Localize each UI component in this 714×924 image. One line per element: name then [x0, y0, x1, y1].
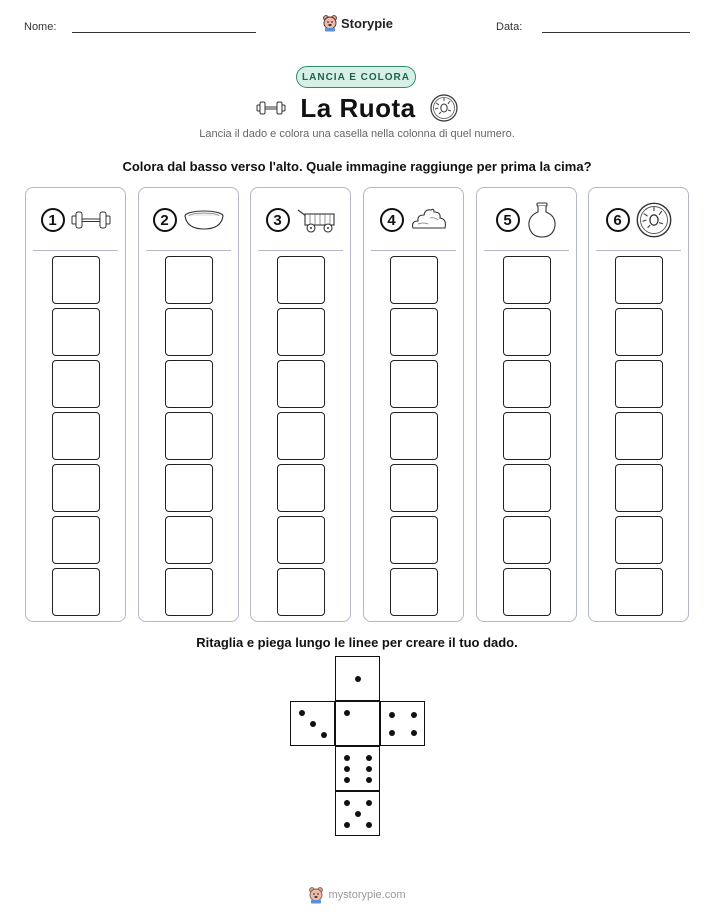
color-cell[interactable]	[390, 412, 438, 460]
color-cell[interactable]	[390, 308, 438, 356]
footer	[0, 886, 714, 904]
color-cell[interactable]	[277, 568, 325, 616]
color-cell[interactable]	[277, 516, 325, 564]
color-cell[interactable]	[52, 308, 100, 356]
color-cell[interactable]	[52, 412, 100, 460]
color-cell[interactable]	[503, 516, 551, 564]
date-label: Data:	[496, 21, 523, 33]
color-cell[interactable]	[165, 464, 213, 512]
column-header	[251, 202, 350, 238]
color-cell[interactable]	[503, 464, 551, 512]
die-face-3	[290, 701, 335, 746]
color-cell[interactable]	[390, 568, 438, 616]
color-cell[interactable]	[615, 308, 663, 356]
color-cell[interactable]	[503, 256, 551, 304]
donut-icon	[430, 94, 458, 122]
color-cell[interactable]	[165, 360, 213, 408]
dumbbell-icon	[256, 100, 286, 116]
donut-icon	[636, 202, 672, 238]
die-face-1	[335, 701, 380, 746]
name-line[interactable]	[72, 32, 256, 33]
color-cell[interactable]	[503, 308, 551, 356]
color-cell[interactable]	[165, 568, 213, 616]
column-3	[250, 187, 351, 622]
color-cell[interactable]	[503, 412, 551, 460]
die-face-4	[380, 701, 425, 746]
storypie-logo	[322, 12, 402, 34]
color-cell[interactable]	[615, 516, 663, 564]
column-4	[363, 187, 464, 622]
subtitle: Lancia il dado e colora una casella nella colonna di quel numero.	[199, 128, 515, 140]
storypie-bear-icon	[322, 14, 338, 32]
color-cell[interactable]	[615, 464, 663, 512]
color-cell[interactable]	[503, 360, 551, 408]
number-badge: 3	[266, 208, 290, 232]
page-title: La Ruota	[300, 92, 416, 123]
column-6	[588, 187, 689, 622]
color-cell[interactable]	[165, 256, 213, 304]
color-cell[interactable]	[165, 308, 213, 356]
color-cell[interactable]	[165, 412, 213, 460]
wagon-icon	[296, 206, 336, 234]
name-label: Nome:	[24, 21, 57, 33]
color-cell[interactable]	[52, 360, 100, 408]
date-line[interactable]	[542, 32, 690, 33]
color-cell[interactable]	[390, 256, 438, 304]
column-2	[138, 187, 239, 622]
cut-instruction: Ritaglia e piega lungo le linee per creare il tuo dado.	[196, 635, 518, 650]
column-header	[26, 202, 125, 238]
die-face-5	[335, 791, 380, 836]
color-cell[interactable]	[390, 464, 438, 512]
number-badge: 6	[606, 208, 630, 232]
color-cell[interactable]	[277, 360, 325, 408]
color-cell[interactable]	[52, 256, 100, 304]
color-cell[interactable]	[277, 412, 325, 460]
brand-name: Storypie	[341, 15, 394, 31]
footer-url[interactable]: mystorypie.com	[328, 889, 406, 901]
color-cell[interactable]	[390, 516, 438, 564]
bowl-icon	[183, 208, 225, 232]
number-badge: 5	[496, 208, 520, 232]
color-cell[interactable]	[390, 360, 438, 408]
number-badge: 1	[41, 208, 65, 232]
color-cell[interactable]	[52, 516, 100, 564]
color-cell[interactable]	[52, 464, 100, 512]
column-header	[364, 202, 463, 238]
number-badge: 2	[153, 208, 177, 232]
die-face-1	[335, 656, 380, 701]
die-face-6	[335, 746, 380, 791]
activity-badge: LANCIA E COLORA	[296, 66, 416, 88]
color-cell[interactable]	[615, 360, 663, 408]
color-cell[interactable]	[277, 308, 325, 356]
color-cell[interactable]	[277, 256, 325, 304]
title-row	[250, 92, 464, 124]
column-1	[25, 187, 126, 622]
column-5	[476, 187, 577, 622]
storypie-bear-icon	[308, 886, 324, 904]
color-cell[interactable]	[52, 568, 100, 616]
vase-icon	[526, 201, 558, 239]
color-cell[interactable]	[503, 568, 551, 616]
column-header	[139, 202, 238, 238]
whipped-cream-icon	[410, 207, 448, 233]
color-cell[interactable]	[165, 516, 213, 564]
color-cell[interactable]	[277, 464, 325, 512]
instruction: Colora dal basso verso l'alto. Quale immagine raggiunge per prima la cima?	[122, 159, 592, 174]
column-header	[589, 202, 688, 238]
column-header	[477, 202, 576, 238]
color-cell[interactable]	[615, 256, 663, 304]
color-cell[interactable]	[615, 568, 663, 616]
color-cell[interactable]	[615, 412, 663, 460]
number-badge: 4	[380, 208, 404, 232]
dumbbell-icon	[71, 209, 111, 231]
